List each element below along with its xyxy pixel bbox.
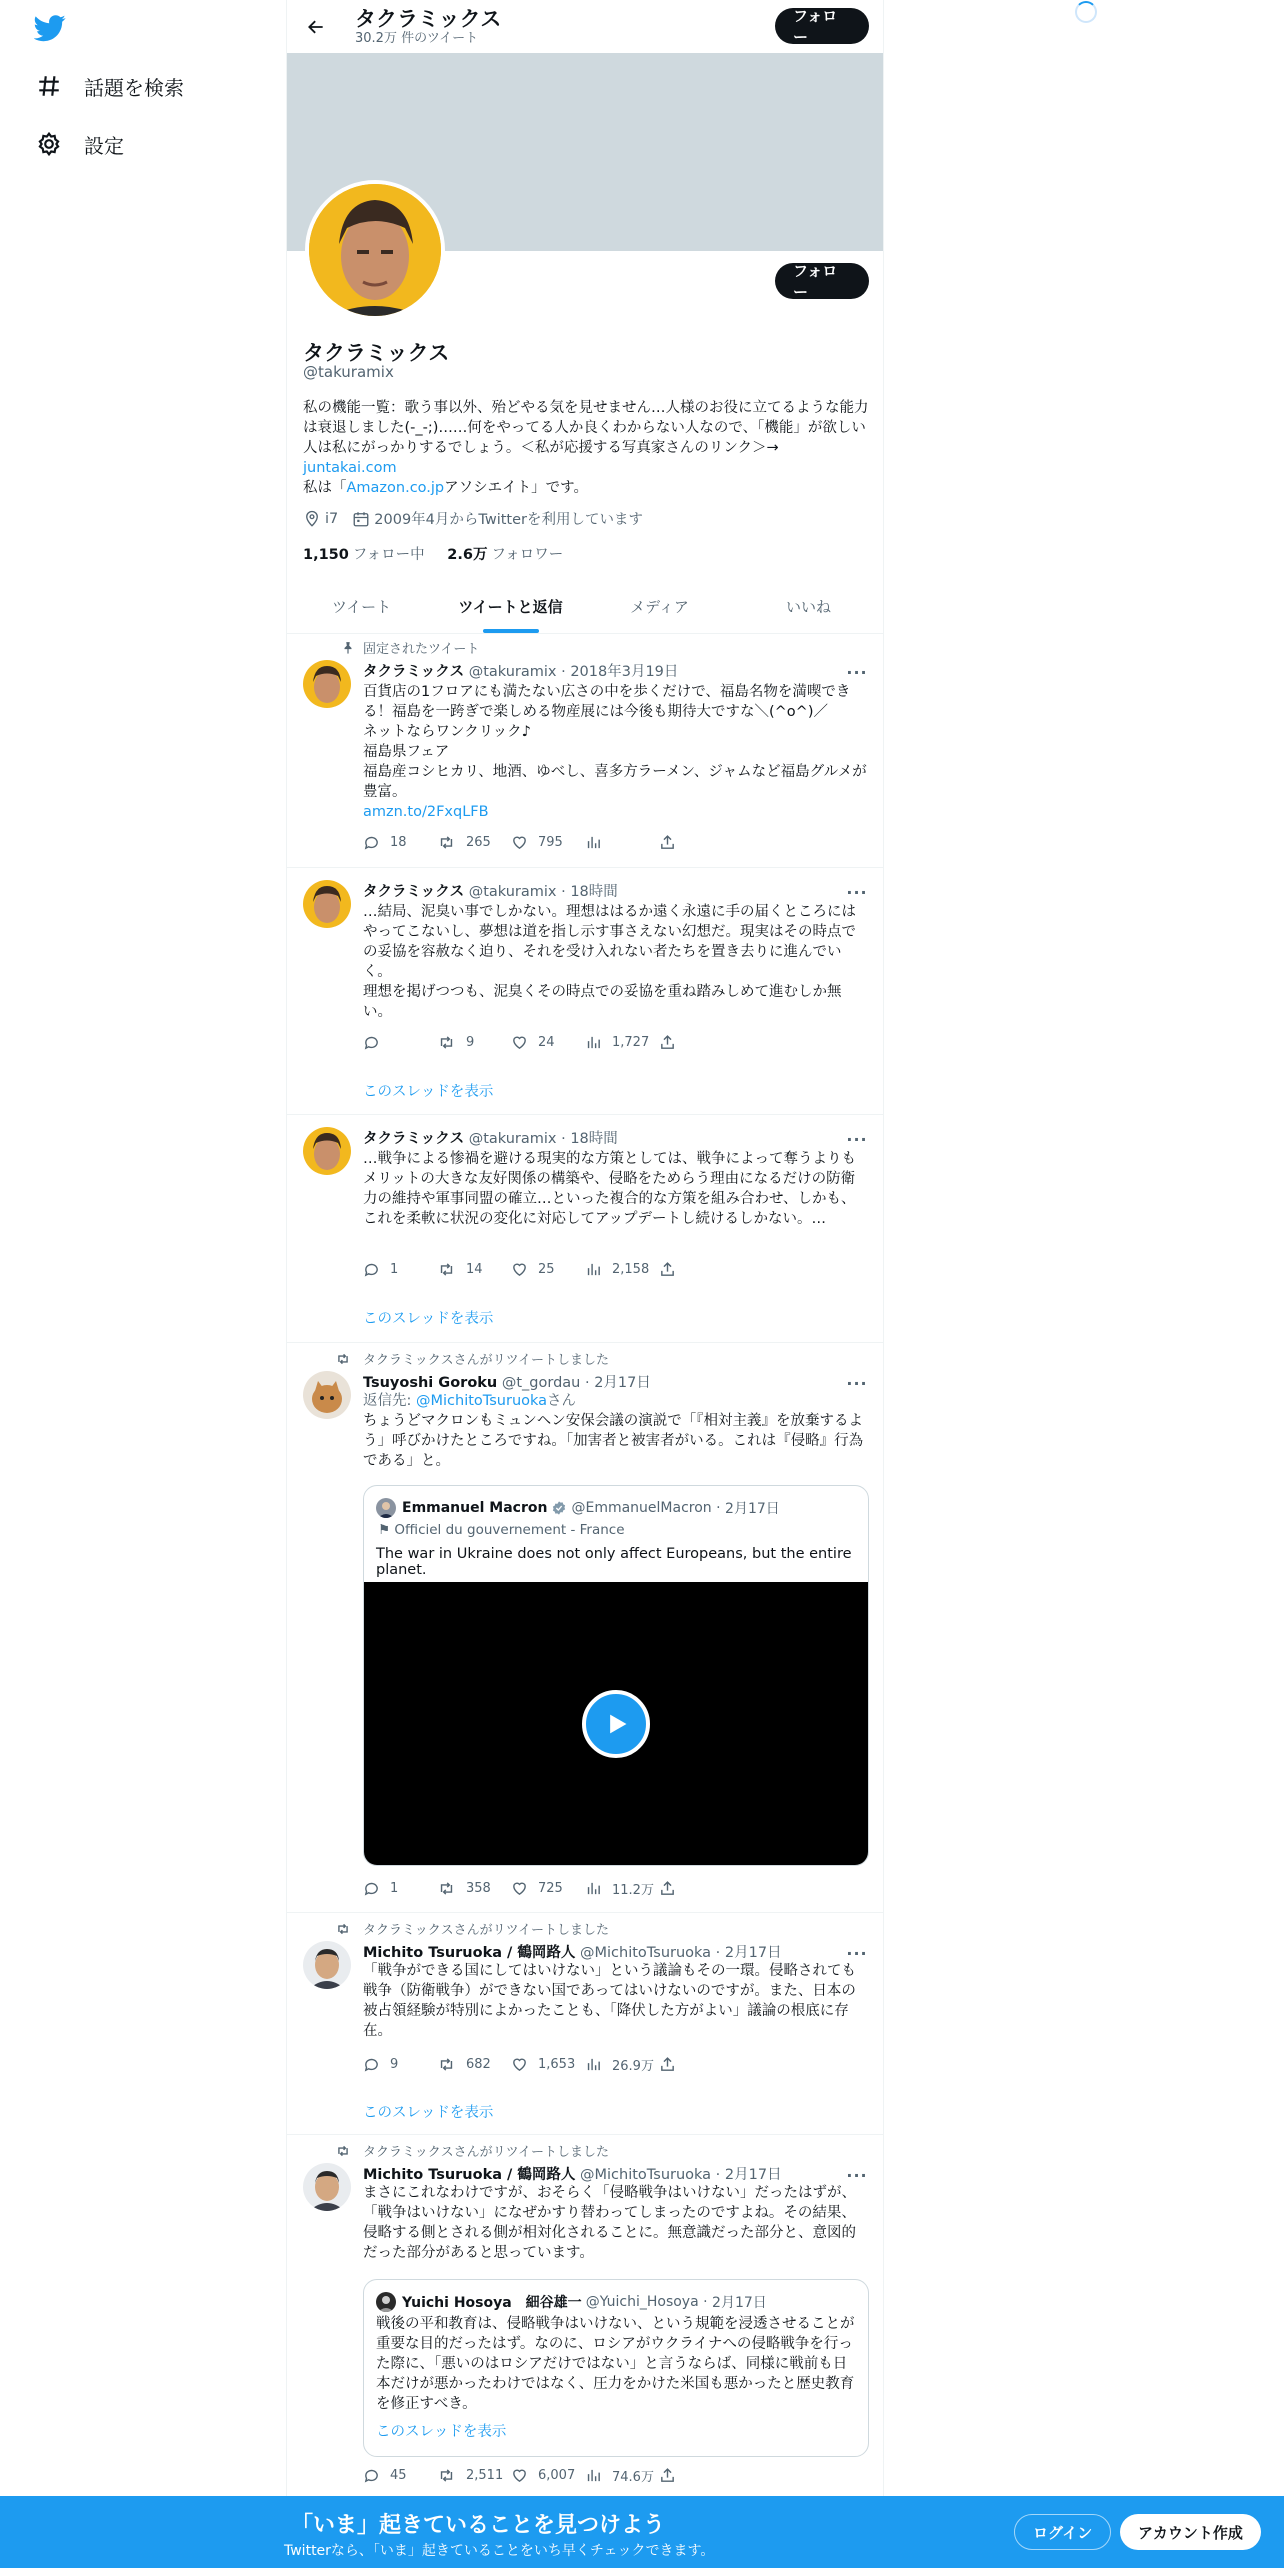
like-button[interactable] [511,1261,585,1278]
reply-button[interactable] [363,2055,437,2074]
reply-icon [363,2467,380,2484]
tweet-time[interactable]: 2018年3月19日 [570,664,679,680]
profile-tabs [287,580,883,634]
more-options-icon[interactable]: ··· [846,662,868,682]
bio-link[interactable]: juntakai.com [303,460,397,476]
bio-text: 私の機能一覧：歌う事以外、殆どやる気を見せません…人様のお役に立てるような能力は衰退しました(-_-;)……何をやってる人か良くわからない人なので、「機能」が欲しい人は私にがっかりするでしょう。＜私が応援する写真家さんのリンク＞→ [303,400,869,456]
more-options-icon[interactable]: ··· [846,2165,868,2185]
tweet-actions [363,1034,783,1051]
tweet-avatar[interactable] [303,2163,351,2211]
tweet-header: Michito Tsuruoka / 鶴岡路人 @MichitoTsuruoka · 2月17日 [363,2167,782,2183]
signup-button[interactable]: アカウント作成 [1120,2514,1261,2550]
nav-explore-label: 話題を検索 [84,75,184,100]
tweet-time[interactable]: 2月17日 [724,1945,782,1961]
more-options-icon[interactable]: ··· [846,1373,868,1393]
view-count: 2,158 [612,1262,650,1277]
reply-button[interactable] [363,1879,437,1898]
reply-count: 1 [390,1881,399,1896]
arrow-left-icon [306,17,326,37]
tweet-actions [363,2055,783,2074]
reply-to-line [363,1391,867,1411]
reply-count: 18 [390,835,407,850]
tweet-avatar[interactable] [303,660,351,708]
tweet-author-name[interactable]: Michito Tsuruoka / 鶴岡路人 [363,2167,576,2183]
back-button[interactable] [299,10,333,44]
signup-banner-title: 「いま」起きていることを見つけよう [291,2513,666,2538]
tweet-context-label: タクラミックスさんがリツイートしました [363,1923,609,1938]
tweet-author-handle: @takuramix [468,884,557,900]
bio-line2-pre: 私は「 [303,480,347,496]
more-options-icon[interactable]: ··· [846,1943,868,1963]
following-count: 1,150 [303,547,349,563]
quoted-avatar [376,2292,396,2312]
tweet-author-handle: @t_gordau [501,1375,581,1391]
heart-icon [511,1880,528,1897]
views-button[interactable] [585,1879,659,1898]
retweet-count: 682 [466,2057,491,2072]
analytics-icon [585,1880,602,1897]
profile-stats [303,543,563,564]
profile-meta [303,508,657,529]
share-icon [659,1034,676,1051]
retweet-icon [437,1034,456,1051]
share-button[interactable] [659,1034,727,1051]
location-pin-icon [303,510,321,528]
tweet-context [363,638,479,657]
profile-follow-button[interactable]: フォロー [775,263,869,299]
reply-icon [363,1880,380,1897]
tweet-time[interactable]: 18時間 [570,884,618,900]
retweet-count: 2,511 [466,2468,504,2483]
tweet-item[interactable] [287,2135,883,2496]
show-thread-link[interactable]: このスレッドを表示 [363,2105,494,2121]
reply-to-prefix: 返信先: [363,1393,416,1409]
reply-count: 1 [390,1262,399,1277]
analytics-icon [585,834,602,851]
quoted-tweet[interactable] [363,1485,869,1866]
retweet-count: 358 [466,1881,491,1896]
retweet-button[interactable] [437,1261,511,1278]
tweet-body: 「戦争ができる国にしてはいけない」という議論もその一環。侵略されても戦争（防衛戦争）ができない国であってはいけないのですが。また、日本の被占領経験が特別によかったことも、「降伏した方がよい」議論の根底に存在。 [363,1963,856,2039]
like-count: 24 [538,1035,555,1050]
like-count: 795 [538,835,563,850]
quoted-tweet-header: Yuichi Hosoya 細谷雄一 @Yuichi_Hosoya · 2月17日 [376,2292,767,2312]
followers-count: 2.6万 [447,547,488,563]
share-button[interactable] [659,2055,727,2074]
followers-label: フォロワー [491,547,564,563]
tweet-author-name[interactable]: タクラミックス [363,664,465,680]
retweet-icon [335,1922,351,1936]
retweet-button[interactable] [437,834,511,851]
view-count: 74.6万 [612,2470,654,2485]
avatar-photo-icon [303,1371,351,1419]
retweet-button[interactable] [437,1879,511,1898]
views-button[interactable] [585,834,659,851]
tab-tweets-and-replies[interactable]: ツイートと返信 [436,580,585,633]
loading-spinner-icon [1075,1,1097,23]
tweet-actions [363,1879,783,1898]
tweet-author-handle: @MichitoTsuruoka [580,1945,712,1961]
nav-settings[interactable] [20,118,140,170]
retweet-icon [437,1880,456,1897]
tweet-author-name[interactable]: タクラミックス [363,1131,465,1147]
quoted-text: 戦後の平和教育は、侵略戦争はいけない、という規範を浸透させることが重要な目的だったはず。なのに、ロシアがウクライナへの侵略戦争を行った際に、「悪いのはロシアだけではない」と言うならば、同様に戦前も日本だけが悪かったわけではなく、圧力をかけた米国も悪かったと歴史教育を修正すべき。 [376,2316,855,2412]
heart-icon [511,1261,528,1278]
followers-link[interactable] [447,547,563,563]
quoted-time: 2月17日 [712,2295,767,2311]
tweet-author-name[interactable]: Tsuyoshi Goroku [363,1375,498,1391]
tweet-item[interactable] [287,634,883,868]
profile-name: タクラミックス [303,341,450,365]
like-button[interactable] [511,834,585,851]
tweet-context-label: 固定されたツイート [363,642,480,657]
tweet-header: Tsuyoshi Goroku @t_gordau · 2月17日 [363,1375,651,1391]
tweet-avatar[interactable] [303,1371,351,1419]
pin-icon [341,641,355,655]
tweet-item[interactable] [287,868,883,1115]
views-button[interactable] [585,2466,659,2485]
tweet-time[interactable]: 2月17日 [594,1375,651,1391]
tweet-actions [363,834,783,851]
analytics-icon [585,2056,602,2073]
tweet-header: タクラミックス @takuramix · 18時間 [363,884,618,900]
tweet-item[interactable] [287,1343,883,1913]
nav-explore[interactable] [20,60,200,112]
share-button[interactable] [659,1879,727,1898]
profile-bio [303,398,873,498]
play-button[interactable] [582,1690,650,1758]
following-link[interactable] [303,547,425,563]
avatar-photo-icon [303,1127,351,1175]
header-tweet-count: 30.2万 件のツイート [355,30,479,46]
avatar-photo-icon [303,880,351,928]
tweet-actions [363,1261,783,1278]
tweet-context [363,1919,609,1938]
signup-banner [0,2496,1284,2568]
following-label: フォロー中 [352,547,425,563]
avatar-photo-icon [376,2292,396,2312]
more-options-icon[interactable]: ··· [846,1129,868,1149]
tweet-author-handle: @MichitoTsuruoka [580,2167,712,2183]
tab-tweets[interactable]: ツイート [331,598,392,616]
tweet-time[interactable]: 2月17日 [724,2167,782,2183]
tweet-time[interactable]: 18時間 [570,1131,618,1147]
reply-icon [363,2056,380,2073]
like-button[interactable] [511,1879,585,1898]
share-icon [659,2467,676,2484]
login-button[interactable]: ログイン [1014,2514,1111,2550]
tweet-body: …結局、泥臭い事でしかない。理想ははるか遠く永遠に手の届くところにはやってこないし、夢想は道を指し示す事さえない幻想だ。現実はその時点での妥協を容赦なく迫り、それを受け入れない者たちを置き去りに進んでいく。 理想を掲げつつも、泥臭くその時点での妥協を重ね踏みしめて進むしか無い。 [363,904,856,1020]
tweet-author-name[interactable]: Michito Tsuruoka / 鶴岡路人 [363,1945,576,1961]
like-button[interactable] [511,1034,585,1051]
share-button[interactable] [659,834,727,851]
views-button[interactable] [585,1261,659,1278]
tweet-body: 百貨店の1フロアにも満たない広さの中を歩くだけで、福島名物を満喫できる！福島を一跨ぎで楽しめる物産展には今後も期待大ですな＼(^o^)／ ネットならワンクリック♪ 福島県フェア 福島産コシヒカリ、地酒、ゆべし、喜多方ラーメン、ジャムなど福島グルメが豊富。 [363,684,867,800]
tweet-avatar[interactable] [303,880,351,928]
reply-button[interactable] [363,834,437,851]
heart-icon [511,834,528,851]
like-count: 725 [538,1881,563,1896]
quoted-show-thread-link[interactable]: このスレッドを表示 [376,2424,507,2440]
more-options-icon[interactable]: ··· [846,882,868,902]
retweet-icon [437,2467,456,2484]
retweet-button[interactable] [437,1034,511,1051]
tweet-link[interactable]: amzn.to/2FxqLFB [363,804,489,820]
views-button[interactable] [585,1034,659,1051]
retweet-icon [335,2144,351,2158]
views-button[interactable] [585,2055,659,2074]
play-icon [602,1710,630,1738]
tweet-item[interactable] [287,1913,883,2135]
like-count: 6,007 [538,2468,576,2483]
signup-banner-subtitle: Twitterなら、「いま」起きていることをいち早くチェックできます。 [284,2543,715,2559]
view-count: 1,727 [612,1035,650,1050]
avatar-photo-icon [376,1498,396,1518]
reply-icon [363,834,380,851]
reply-icon [363,1034,380,1051]
video-player[interactable] [364,1582,869,1866]
share-button[interactable] [659,1261,727,1278]
like-count: 1,653 [538,2057,576,2072]
reply-button[interactable] [363,1261,437,1278]
share-icon [659,1261,676,1278]
show-thread-link[interactable]: このスレッドを表示 [363,1084,494,1100]
view-count: 26.9万 [612,2059,654,2074]
nav-settings-label: 設定 [84,133,124,158]
analytics-icon [585,2467,602,2484]
tweet-header: タクラミックス @takuramix · 18時間 [363,1131,618,1147]
retweet-count: 265 [466,835,491,850]
tab-media[interactable]: メディア [630,598,689,616]
retweet-button[interactable] [437,2466,511,2485]
analytics-icon [585,1261,602,1278]
like-button[interactable] [511,2466,585,2485]
quoted-author-name: Yuichi Hosoya 細谷雄一 [402,2295,582,2311]
retweet-count: 9 [466,1035,475,1050]
profile-joined: 2009年4月からTwitterを利用しています [374,512,643,528]
heart-icon [511,1034,528,1051]
tweet-author-handle: @takuramix [468,664,557,680]
retweet-button[interactable] [437,2055,511,2074]
tweet-body: ちょうどマクロンもミュンヘン安保会議の演説で「『相対主義』を放棄するよう」呼びかけたところですね。「加害者と被害者がいる。これは『侵略』行為である」と。 [363,1413,864,1469]
quoted-text: The war in Ukraine does not only affect Europeans, but the entire planet. [376,1546,852,1578]
verified-badge-icon [551,1500,567,1516]
share-icon [659,834,676,851]
profile-avatar[interactable] [305,180,445,320]
retweet-icon [437,1261,456,1278]
heart-icon [511,2056,528,2073]
tweet-author-handle: @takuramix [468,1131,557,1147]
header-follow-button[interactable]: フォロー [775,8,869,44]
retweet-icon [437,834,456,851]
tweet-context-label: タクラミックスさんがリツイートしました [363,1353,609,1368]
heart-icon [511,2467,528,2484]
share-button[interactable] [659,2466,727,2485]
like-count: 25 [538,1262,555,1277]
tweet-context [363,2141,609,2160]
tweet-author-name[interactable]: タクラミックス [363,884,465,900]
like-button[interactable] [511,2055,585,2074]
tweet-avatar[interactable] [303,1127,351,1175]
reply-count: 9 [390,2057,399,2072]
bio-line2-post: アソシエイト」です。 [444,480,588,496]
avatar-photo-icon [303,2163,351,2211]
profile-location: i7 [325,510,339,527]
main-column [286,0,884,2568]
analytics-icon [585,1034,602,1051]
tweet-body: …戦争による惨禍を避ける現実的な方策としては、戦争によって奪うよりもメリットの大きな友好関係の構築や、侵略をためらう理由になるだけの防衛力の維持や軍事同盟の確立…といった複合的な方策を組み合わせ、しかも、これを柔軟に状況の変化に対応してアップデートし続けるしかない。… [363,1151,856,1227]
tab-likes[interactable]: いいね [785,598,831,616]
quoted-avatar [376,1498,396,1518]
reply-count: 45 [390,2468,407,2483]
tweet-actions [363,2466,783,2485]
share-icon [659,1880,676,1897]
reply-to-handle[interactable]: @MichitoTsuruoka [416,1393,548,1409]
quoted-time: 2月17日 [725,1501,780,1517]
tweet-context-label: タクラミックスさんがリツイートしました [363,2145,609,2160]
profile-header-bar [287,0,883,53]
quoted-tweet-header: Emmanuel Macron @EmmanuelMacron · 2月17日 [376,1498,780,1518]
retweet-icon [437,2056,456,2073]
share-icon [659,2056,676,2073]
reply-button[interactable] [363,1034,437,1051]
view-count: 11.2万 [612,1883,654,1898]
tweet-body: まさにこれなわけですが、おそらく「侵略戦争はいけない」だったはずが、「戦争はいけない」になぜかすり替わってしまったのですよね。その結果、侵略する側とされる側が相対化されることに。無意識だった部分と、意図的だった部分があると思っています。 [363,2185,856,2261]
profile-handle: @takuramix [303,363,394,381]
gear-icon [36,131,62,157]
quoted-author-name: Emmanuel Macron [402,1500,548,1516]
reply-button[interactable] [363,2466,437,2485]
twitter-logo-icon[interactable] [34,12,66,44]
avatar-photo-icon [303,660,351,708]
hashtag-icon [36,73,62,99]
retweet-count: 14 [466,1262,483,1277]
avatar-photo-icon [303,1941,351,1989]
tweet-item[interactable] [287,1115,883,1343]
government-label: ⚑ Officiel du gouvernement - France [378,1522,625,1538]
reply-icon [363,1261,380,1278]
avatar-photo-icon [309,184,441,316]
quoted-tweet[interactable] [363,2279,869,2457]
retweet-icon [335,1352,351,1366]
header-name: タクラミックス [355,6,502,31]
tweet-context [363,1349,609,1368]
quoted-author-handle: @Yuichi_Hosoya [585,2294,699,2310]
quoted-author-handle: @EmmanuelMacron [571,1500,712,1516]
show-thread-link[interactable]: このスレッドを表示 [363,1311,494,1327]
bio-amazon-link[interactable]: Amazon.co.jp [346,480,445,496]
calendar-icon [352,510,370,528]
tweet-header: タクラミックス @takuramix · 2018年3月19日 [363,664,679,680]
reply-to-suffix: さん [547,1393,577,1409]
tweet-header: Michito Tsuruoka / 鶴岡路人 @MichitoTsuruoka · 2月17日 [363,1945,782,1961]
tweet-avatar[interactable] [303,1941,351,1989]
